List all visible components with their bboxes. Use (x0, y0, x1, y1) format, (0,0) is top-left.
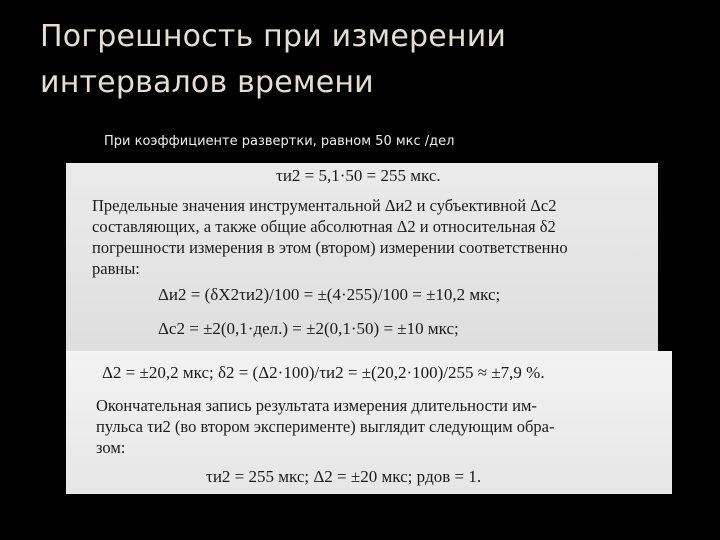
para-line: Предельные значения инструментальной Δи2 и субъективной Δс2 (92, 196, 557, 215)
para-line: Окончательная запись результата измерения длительности им- (96, 396, 537, 415)
title-line-1: Погрешность при измерении (40, 19, 507, 54)
para-line: пульса τи2 (во втором эксперименте) выглядит следующим обра- (96, 417, 555, 436)
scanned-page-bottom (66, 351, 672, 494)
paragraph-error-values (92, 195, 652, 279)
title-line-2: интервалов времени (40, 65, 374, 100)
para-line: зом: (96, 438, 126, 457)
caption: При коэффициенте развертки, равном 50 мкс /дел (104, 134, 455, 149)
slide-title (40, 14, 700, 106)
equation-tau: τи2 = 5,1·50 = 255 мкс. (276, 166, 441, 185)
para-line: погрешности измерения в этом (втором) измерении соответственно (92, 238, 568, 257)
equation-final-result: τи2 = 255 мкс; Δ2 = ±20 мкс; pдов = 1. (206, 467, 482, 486)
equation-subjective-error: Δс2 = ±2(0,1·дел.) = ±2(0,1·50) = ±10 мкс; (158, 319, 459, 338)
para-line: равны: (92, 259, 140, 278)
para-line: составляющих, а также общие абсолютная Δ2 и относительная δ2 (92, 217, 556, 236)
equation-total-error: Δ2 = ±20,2 мкс; δ2 = (Δ2·100)/τи2 = ±(20,2·100)/255 ≈ ±7,9 %. (102, 363, 545, 382)
paragraph-final-record (96, 395, 666, 458)
scanned-page-top (66, 163, 658, 351)
equation-instrumental-error: Δи2 = (δX2τи2)/100 = ±(4·255)/100 = ±10,2 мкс; (158, 285, 501, 304)
